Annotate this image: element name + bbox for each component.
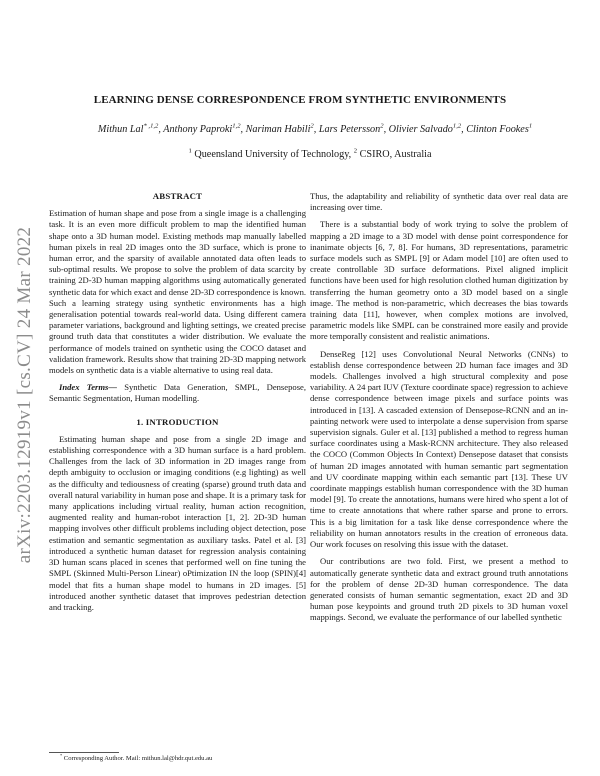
- arxiv-identifier-text: arXiv:2203.12919v1 [cs.CV] 24 Mar 2022: [14, 226, 35, 564]
- author-affiliation-mark: 2: [380, 122, 384, 130]
- affiliation-name: CSIRO, Australia: [359, 149, 432, 160]
- index-terms-label: Index Terms—: [59, 382, 117, 393]
- introduction-paragraph: Estimating human shape and pose from a single 2D image and establishing correspondence with a 3D human surface is a hard problem. Challenges from the lack of 3D information in 2D images range from depth ambiguity to occlusion or imaging conditions (e.g lighting) as well as the difficulty and tediousness of creating (sparse) ground truth data and overall natural variability in human pose and shape. It is a primary task for many applications including virtual reality, human action recognition, augmented reality and human-robot interaction [1, 2]. 2D-3D human mapping involves other difficult problems including object detection, pose estimation and semantic segmentation as auxiliary tasks. Patel et al. [3] introduced a synthetic human dataset for regression analysis containing 3D human scans placed in scenes that performed well on fine tuning the SMPL (Skinned Multi-Person Linear) oPtimization IN the loop (SPIN)[4] model that fits a human shape model to humans in 2D images. [5] introduced another synthetic dataset that improves pedestrian detection and tracking.: [49, 433, 306, 612]
- footnote-mark: *: [60, 752, 63, 758]
- affiliation-line: [60, 149, 560, 160]
- body-paragraph: There is a substantial body of work trying to solve the problem of mapping a 2D image to a 3D model with dense point correspondence for inanimate objects [6, 7, 8]. For humans, 3D representations, parametric surface models such as SMPL [9] or Adam model [10] are often used to create controllable 3D surface deformations. Pixel aligned implicit functions have been used for high resolution clothed human digitization by transferring the human geometry onto a 3D model based on a single image. The method is non-parametric, which decreases the bias towards training data [11], however, when complex motions are involved, parametric models like SMPL can be constrained more easily and provide more temporally consistent and realistic animations.: [310, 219, 568, 342]
- abstract-text: Estimation of human shape and pose from a single image is a challenging task. It is an even more difficult problem to map the identified human shape onto a 3D human model. Existing methods map manually labelled human pixels in real 2D images onto the 3D surface, which is prone to human error, and the sparsity of available annotated data often leads to sub-optimal results. We propose to solve the problem of data scarcity by training 2D-3D human mapping algorithms using automatically generated synthetic data for which exact and dense 2D-3D correspondence is known. Such a learning strategy using synthetic environments has a high generalisation potential towards real-world data. Using different camera parameter variations, background and lighting settings, we created precise ground truth data that constitutes a wider distribution. We evaluate the performance of models trained on synthetic using the COCO dataset and validation framework. Results show that training 2D-3D mapping network models on synthetic data is a viable alternative to using real data.: [49, 208, 307, 376]
- affiliation-mark: 1: [188, 147, 192, 155]
- affiliation-mark: 2: [353, 147, 358, 155]
- author-list: Mithun Lal$^{* ,1,2}$, Anthony Paproki$^{1,2}$, Nariman Habili$^2$, Lars Petersson$^2$, Olivier Salvado$^{1,2}$, Clinton Fookes$^1$: [97, 122, 533, 135]
- body-paragraph: Our contributions are two fold. First, we present a method to automatically generate synthetic data and extract ground truth annotations for the problem of dense 2D-3D human correspondence. The data generated consists of human semantic segmentation, exact 2D and 3D human pose keypoints and ground truth 2D pixels to 3D human voxel mappings. Second, we evaluate the performance of our labelled synthetic: [310, 556, 568, 623]
- paper-title: LEARNING DENSE CORRESPONDENCE FROM SYNTHETIC ENVIRONMENTS: [93, 94, 507, 106]
- author-affiliation-mark: 2: [310, 122, 314, 130]
- arxiv-identifier-stamp: [8, 205, 42, 585]
- abstract-heading: ABSTRACT: [152, 191, 203, 201]
- body-paragraph: DenseReg [12] uses Convolutional Neural Networks (CNNs) to establish dense correspondence between 2D human face images and 3D models. Challenges involved a high structural complexity and pose variability. A 24 part IUV (Texture coordinate space) regression to achieve dense correspondence between image pixels and surface points was introduced in [13]. A cascaded extension of Densepose-RCNN and an in-painting network were used to interpolate a dense supervision from sparse supervision signals. Guler et al. [13] published a method to regress human surface coordinates using a Mask-RCNN architecture. They also released the COCO (Common Objects In Context) Densepose dataset that consists of human 2D images annotated with human semantic part segmentation and UV coordinate mapping within each semantic part [13]. These UV coordinate mappings establish human correspondence with the 3D human model [9]. To create the annotations, humans were hired who spent a lot of time to create annotations that where rather sparse and prone to errors. This is a big limitation for a task like dense correspondence where the reliability on human annotators results in the creation of erroneous data. Our work focuses on resolving this issue with the dataset.: [310, 348, 568, 550]
- author-affiliation-mark: 1,2: [232, 122, 241, 130]
- footnote-text: Corresponding Author. Mail: mithun.lal@hdr.qut.edu.au: [63, 755, 213, 762]
- index-terms-text: Synthetic Data Generation, SMPL, Densepose, Semantic Segmentation, Human modelling.: [49, 382, 306, 404]
- index-terms: [49, 382, 306, 404]
- left-column: [49, 191, 306, 619]
- body-paragraph: Thus, the adaptability and reliability of synthetic data over real data are increasing over time.: [310, 191, 568, 213]
- author-name: Nariman Habili: [245, 124, 311, 135]
- author-name: Olivier Salvado: [388, 124, 453, 135]
- footnote: [60, 752, 213, 762]
- author-affiliation-mark: 1,2: [452, 122, 462, 130]
- affiliation-name: Queensland University of Technology,: [194, 149, 352, 160]
- right-column: [310, 191, 568, 630]
- author-name: Lars Petersson: [318, 124, 381, 135]
- author-affiliation-mark: 1: [528, 122, 533, 130]
- author-name: Mithun Lal: [97, 124, 144, 135]
- author-name: Anthony Paproki: [163, 124, 233, 135]
- author-name: Clinton Fookes: [466, 124, 529, 135]
- author-affiliation-mark: * ,1,2: [143, 122, 159, 130]
- introduction-heading: 1. INTRODUCTION: [136, 416, 219, 427]
